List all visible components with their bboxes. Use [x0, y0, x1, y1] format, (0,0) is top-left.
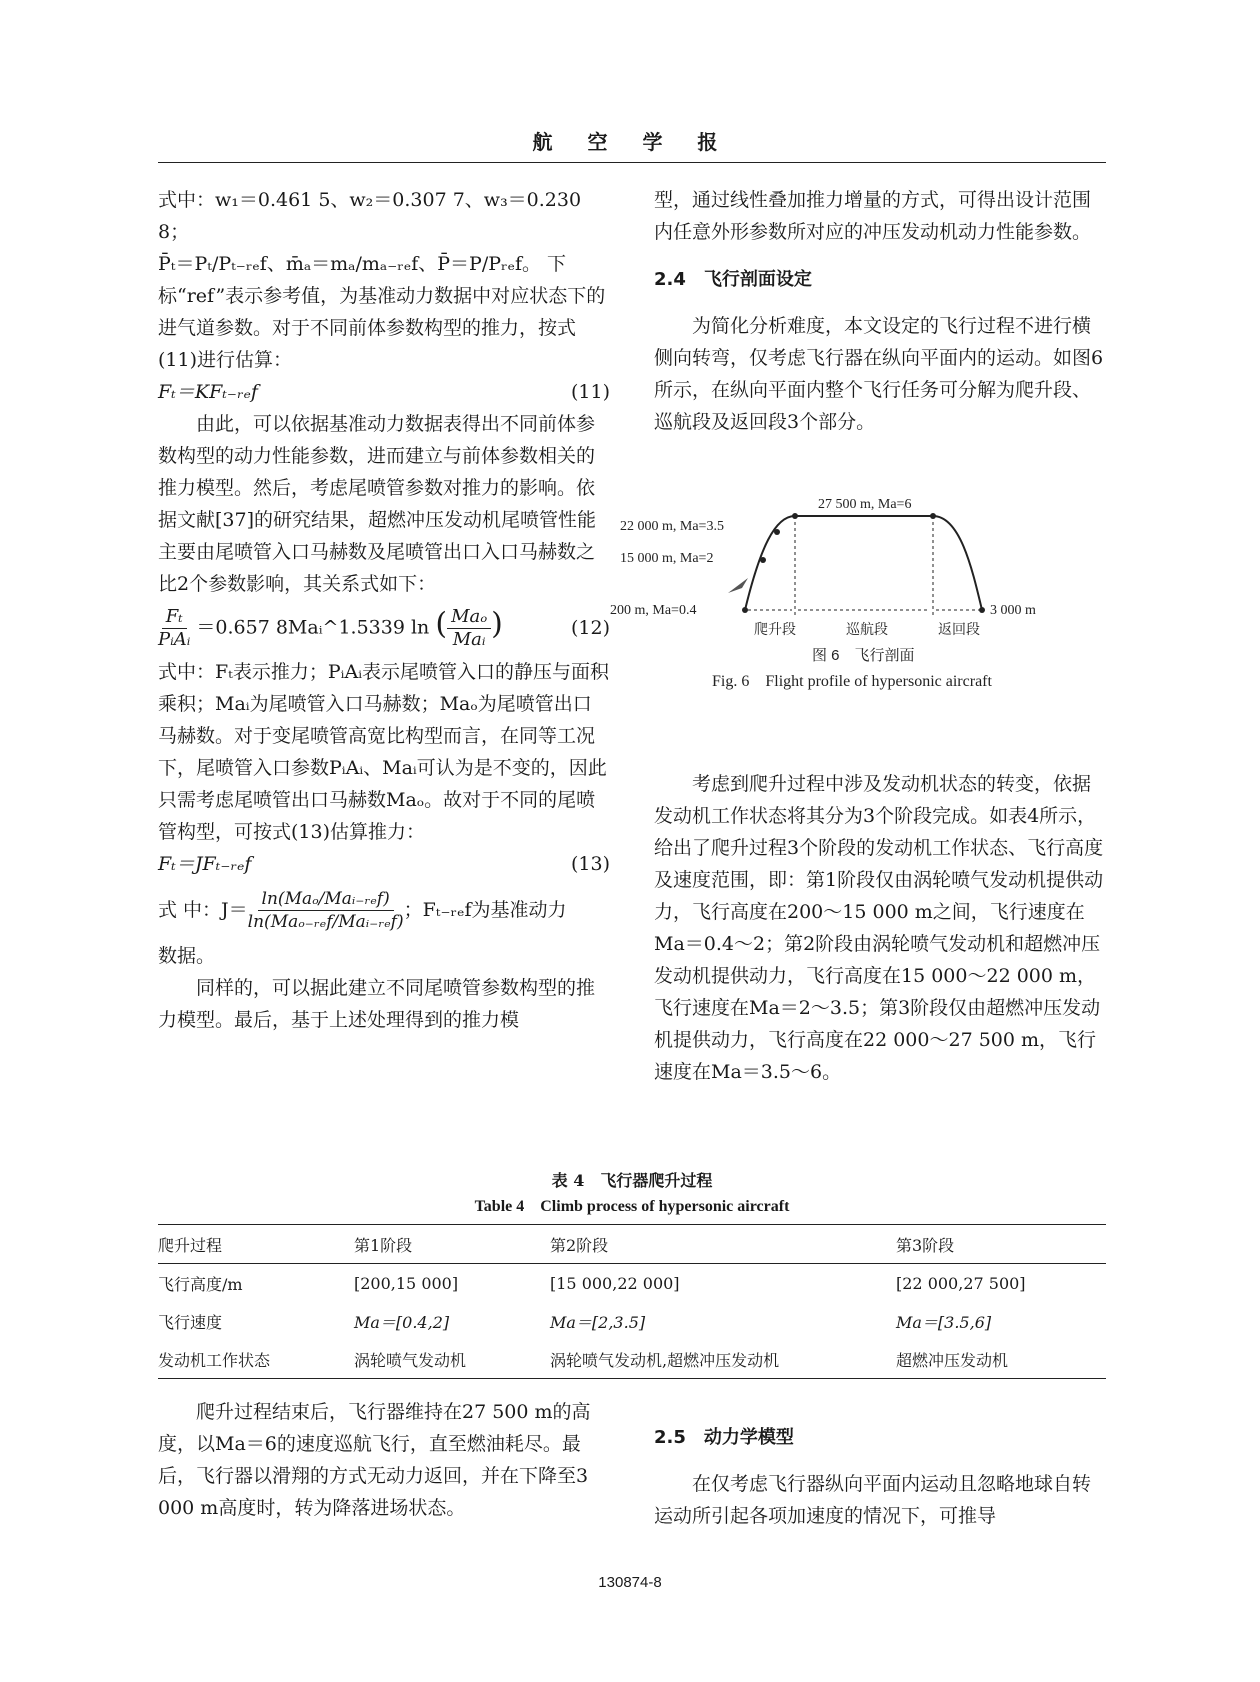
left-column	[158, 184, 610, 1036]
equation-number: (13)	[570, 853, 610, 875]
section-heading-2-5: 2.5 动力学模型	[654, 1427, 794, 1448]
j-definition	[158, 880, 610, 940]
table-header-cell: 第2阶段	[550, 1235, 609, 1255]
table-cell: 超燃冲压发动机	[896, 1350, 1009, 1370]
paragraph: 为简化分析难度，本文设定的飞行过程不进行横侧向转弯，仅考虑飞行器在纵向平面内的运动。如图6所示，在纵向平面内整个飞行任务可分解为爬升段、巡航段及返回段3个部分。	[654, 315, 1104, 433]
table-caption-cn: 表 4 飞行器爬升过程	[551, 1171, 713, 1190]
table-cell: [200,15 000]	[354, 1273, 459, 1293]
table-row	[158, 1340, 1106, 1379]
segment-return: 返回段	[938, 623, 980, 638]
table-cell: [15 000,22 000]	[550, 1273, 680, 1293]
table-cell: 飞行高度/m	[158, 1274, 243, 1294]
right-column-lower	[654, 768, 1106, 1088]
equation-11	[158, 376, 610, 408]
journal-header: 航 空 学 报	[532, 130, 732, 154]
paragraph: 在仅考虑飞行器纵向平面内运动且忽略地球自转运动所引起各项加速度的情况下，可推导	[654, 1473, 1092, 1527]
climb-process-table	[158, 1224, 1106, 1379]
label-15000: 15 000 m, Ma=2	[620, 551, 714, 566]
table-cell: Ma＝[2,3.5]	[550, 1312, 646, 1332]
equation-body: Fₜ＝JFₜ₋ᵣₑf	[158, 853, 252, 875]
denominator: PᵢAᵢ	[158, 628, 191, 650]
table-header-cell: 爬升过程	[158, 1235, 223, 1255]
bottom-left-column	[158, 1396, 610, 1524]
table-cell: Ma＝[0.4,2]	[354, 1312, 450, 1332]
table-cell: [22 000,27 500]	[896, 1273, 1026, 1293]
paragraph: 数据。	[158, 945, 216, 967]
paragraph: P̄ₜ＝Pₜ/Pₜ₋ᵣₑf、m̄ₐ＝mₐ/mₐ₋ᵣₑf、P̄＝P/Pᵣₑf。 下 标“ref”表示参考值，为基准动力数据中对应状态下的进气道参数。对于不同前体参数构型的推力，按式(11)进行估算：	[158, 253, 606, 371]
j-prefix: 式 中：J＝	[158, 899, 248, 921]
paragraph: 考虑到爬升过程中涉及发动机状态的转变，依据发动机工作状态将其分为3个阶段完成。如表4所示，给出了爬升过程3个阶段的发动机工作状态、飞行高度及速度范围，即：第1阶段仅由涡轮喷气发动机提供动力，飞行高度在200～15 000 m之间，飞行速度在Ma＝0.4～2；第2阶段由涡轮喷气发动机和超燃冲压发动机提供动力，飞行高度在15 000～22 000 m，飞行速度在Ma＝2～3.5；第3阶段仅由超燃冲压发动机提供动力，飞行高度在22 000～27 500 m，飞行速度在Ma＝3.5～6。	[654, 773, 1104, 1083]
label-200: 200 m, Ma=0.4	[610, 603, 697, 618]
fraction	[248, 888, 404, 933]
table-cell: 飞行速度	[158, 1312, 223, 1332]
label-22000: 22 000 m, Ma=3.5	[620, 519, 724, 534]
figure-caption-cn: 图 6 飞行剖面	[812, 647, 915, 664]
denominator: ln(Maₒ₋ᵣₑf/Maᵢ₋ᵣₑf)	[247, 911, 404, 932]
fraction	[158, 606, 190, 651]
fraction	[447, 606, 491, 651]
table-caption-en: Table 4 Climb process of hypersonic aircraft	[474, 1198, 790, 1215]
table-cell: 涡轮喷气发动机,超燃冲压发动机	[550, 1350, 780, 1370]
paragraph: 型，通过线性叠加推力增量的方式，可得出设计范围内任意外形参数所对应的冲压发动机动力性能参数。	[654, 189, 1092, 243]
figure-caption-en: Fig. 6 Flight profile of hypersonic aircraft	[712, 673, 992, 690]
paragraph: 同样的，可以据此建立不同尾喷管参数构型的推力模型。最后，基于上述处理得到的推力模	[158, 977, 596, 1031]
equation-number: (11)	[570, 381, 610, 403]
section-heading-2-4: 2.4 飞行剖面设定	[654, 269, 812, 290]
right-column	[654, 184, 1106, 438]
paragraph: 爬升过程结束后，飞行器维持在27 500 m的高度，以Ma＝6的速度巡航飞行，直至燃油耗尽。最后，飞行器以滑翔的方式无动力返回，并在下降至3 000 m高度时，转为降落进场状态。	[158, 1401, 591, 1519]
equation-number: (12)	[570, 617, 610, 639]
table-row	[158, 1302, 1106, 1340]
denominator: Maᵢ	[452, 628, 486, 650]
equation-body: $\frac{\text{Fₜ}}{\text{PᵢAᵢ}}$ ＝0.657 8Maᵢ^1.5339 ln ( $\frac{\text{Maₒ}}{\text{Maᵢ}}$ )	[158, 605, 503, 650]
j-suffix: ；Fₜ₋ᵣₑf为基准动力	[403, 899, 567, 921]
numerator: Fₜ	[162, 606, 187, 629]
segment-cruise: 巡航段	[846, 623, 888, 638]
paragraph: 式中：Fₜ表示推力；PᵢAᵢ表示尾喷管入口的静压与面积乘积；Maᵢ为尾喷管入口马赫数；Maₒ为尾喷管出口马赫数。对于变尾喷管高宽比构型而言，在同等工况下，尾喷管入口参数PᵢAᵢ、Maᵢ可认为是不变的，因此只需考虑尾喷管出口马赫数Maₒ。故对于不同的尾喷管构型，可按式(13)估算推力：	[158, 661, 610, 843]
figure-6	[610, 497, 1106, 746]
numerator: Maₒ	[447, 606, 491, 629]
label-3000: 3 000 m	[990, 603, 1036, 618]
table-header-cell: 第1阶段	[354, 1235, 413, 1255]
equation-body: Fₜ＝KFₜ₋ᵣₑf	[158, 381, 258, 403]
table-header-cell: 第3阶段	[896, 1235, 955, 1255]
label-27500: 27 500 m, Ma=6	[818, 497, 912, 512]
table-cell: Ma＝[3.5,6]	[896, 1312, 992, 1332]
table-cell: 涡轮喷气发动机	[354, 1350, 467, 1370]
bottom-right-column	[654, 1422, 1106, 1532]
header-rule	[158, 162, 1106, 163]
equation-12	[158, 600, 610, 656]
equation-middle: ＝0.657 8Maᵢ^1.5339 ln	[196, 616, 430, 638]
numerator: ln(Maₒ/Maᵢ₋ᵣₑf)	[258, 888, 394, 911]
segment-climb: 爬升段	[754, 623, 796, 638]
paragraph: 式中：w₁＝0.461 5、w₂＝0.307 7、w₃＝0.230 8；	[158, 189, 582, 243]
paragraph: 由此，可以依据基准动力数据表得出不同前体参数构型的动力性能参数，进而建立与前体参数相关的推力模型。然后，考虑尾喷管参数对推力的影响。依据文献[37]的研究结果，超燃冲压发动机尾喷管性能主要由尾喷管入口马赫数及尾喷管出口入口马赫数之比2个参数影响，其关系式如下：	[158, 413, 597, 595]
table-row	[158, 1264, 1106, 1303]
flight-profile-diagram	[610, 497, 1106, 746]
page-number: 130874-8	[598, 1574, 662, 1591]
table-cell: 发动机工作状态	[158, 1350, 271, 1370]
equation-13	[158, 848, 610, 880]
table-header-row	[158, 1225, 1106, 1264]
